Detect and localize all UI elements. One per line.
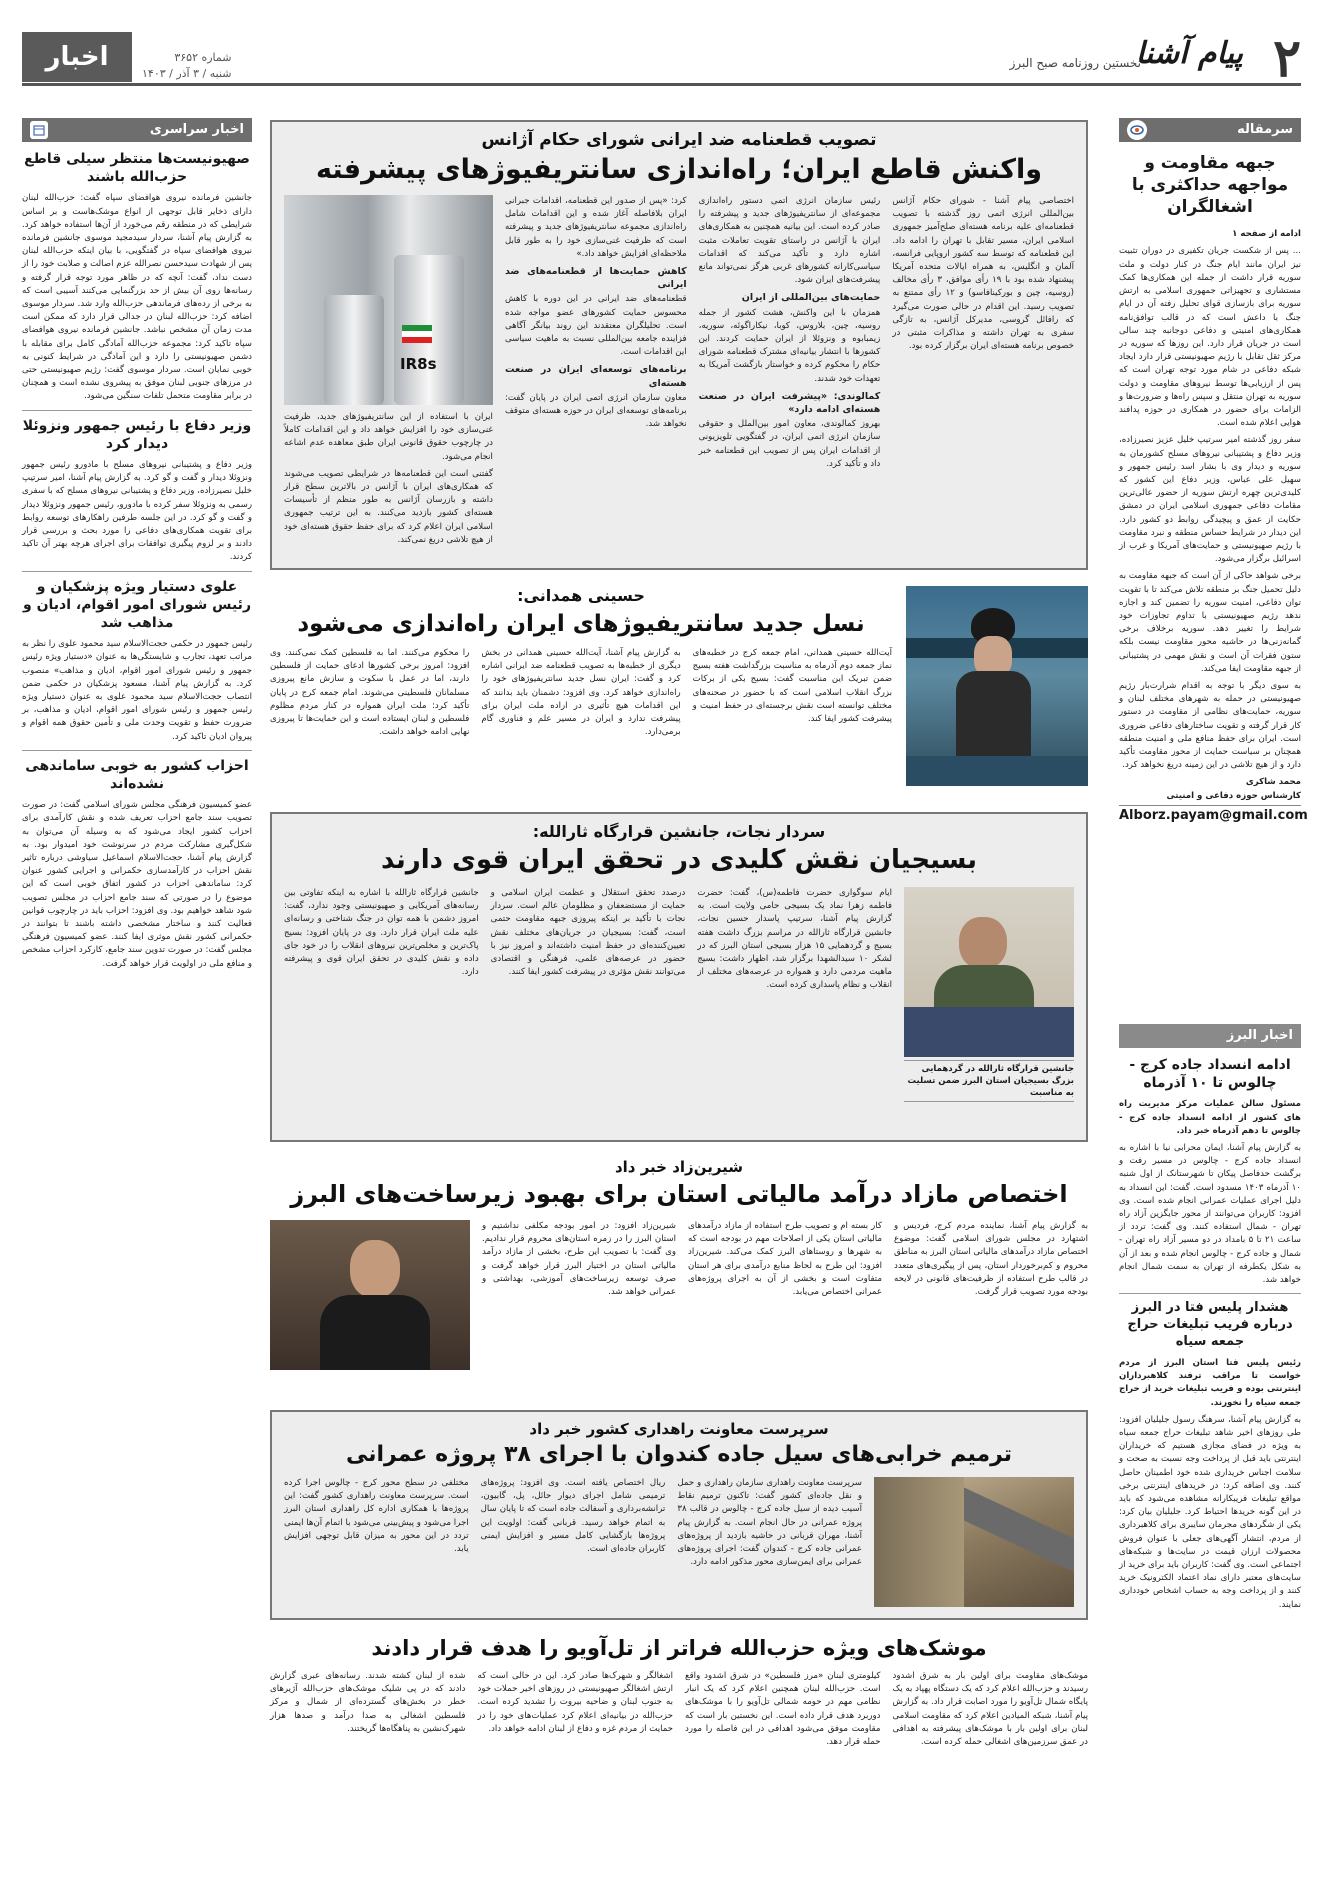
story-paragraph: همزمان با این واکنش، هشت کشور از جمله روسیه، چین، بلاروس، کوبا، نیکاراگوئه، سوریه، زیمبابوه و ونزوئلا از ایران حمایت کردند. این کشورها با انتشار بیانیه‌ای مشترک قطعنامه شورای حکام را محکوم کرده و خواستار بازگشت آمریکا به تعهدات خود شدند. bbox=[698, 307, 881, 384]
friday-prayer-story bbox=[270, 582, 1088, 800]
news-paragraph: عضو کمیسیون فرهنگی مجلس شورای اسلامی گفت: در صورت تصویب سند جامع احزاب تعریف شده و نقش کارآمدی برای احزاب کشور ایجاد می‌شود که به وسیله آن می‌توان به شکل‌گیری مشارکت مردم در سرنوشت خود امیدوار بود. به گزارش پیام آشنا، حجت‌الاسلام اسماعیل سیاوشی درباره تاثیر نقش احزاب در کارآمدسازی حکمرانی و اجرایی کشور عنوان کرد: ساماندهی احزاب در کشور اتفاق خوبی است که این موضوع را در صورتی که سند جامع احزاب در مجلس تصویب شود شاهد خواهیم بود. وی افزود: احزاب باید در چارچوب قوانین فعالیت کنند و ساختار مشخصی داشته باشند تا بتوانند در حکمرانی کشور نقش موثری ایفا کنند. عضو کمیسیون فرهنگی مجلس گفت: در صورت تدوین سند جامع، کارکرد احزاب مشخص و منافع ملی در اولویت قرار خواهد گرفت. bbox=[22, 800, 252, 969]
hezbollah-missile-story bbox=[270, 1628, 1088, 1866]
basij-story bbox=[270, 812, 1088, 1142]
story-kicker: تصویب قطعنامه ضد ایرانی شورای حکام آژانس bbox=[481, 130, 877, 150]
story-column: به گزارش پیام آشنا، آیت‌الله حسینی همدانی در بخش دیگری از خطبه‌ها به تصویب قطعنامه ضد ایرانی اشاره کرد و گفت: ایران نسل جدید سانتریفیوژهای خود را راه‌اندازی خواهد کرد. وی افزود: دشمنان باید بدانند که این اقدامات هیچ تأثیری در اراده ملت ایران برای پیشرفت ندارد و ایران در مسیر علم و فناوری گام برمی‌دارد. bbox=[481, 648, 681, 738]
issue-number: شماره ۳۶۵۲ bbox=[174, 51, 232, 64]
author-role: کارشناس حوزه دفاعی و امنیتی bbox=[1166, 790, 1301, 801]
story-column bbox=[505, 195, 687, 555]
news-body bbox=[1119, 1357, 1301, 1612]
story-column: آیت‌الله حسینی همدانی، امام جمعه کرج در خطبه‌های نماز جمعه دوم آذرماه به مناسبت بزرگداشت هفته بسیج ضمن تبریک این مناسبت گفت: بسیج یکی از برکات بزرگ انقلاب اسلامی است که با حضور در صحنه‌های مختلف توانسته است نقش برجسته‌ای در حفظ امنیت و پیشرفت کشور ایفا کند. bbox=[692, 648, 892, 725]
news-paragraph: به گزارش پیام آشنا، ایمان محرابی نیا با اشاره به انسداد جاده کرج - چالوس در مسیر رفت و برگشت حدفاصل پیکان تا شهرستانک از اول شنبه ۱۰ آذرماه ۱۴۰۳ مسدود است. گفت: این انسداد به دلیل اجرای عملیات عمرانی انجام شده است. وی افزود: کاربران می‌توانند از محور جایگزین آزاد راه تهران - شمال استفاده کنند. وی گفت: تردد از ساعت ۲۱ تا ۵ بامداد در دو مسیر آزاد راه تهران - شمال و جاده کرج - چالوس انجام شده و بعد از آن به شکل یکطرفه از تهران به سمت شمال انجام خواهد شد. bbox=[1119, 1142, 1301, 1286]
story-layout bbox=[270, 586, 1088, 796]
issue-date: شنبه / ۳ آذر / ۱۴۰۳ bbox=[142, 67, 232, 80]
story-column: سرپرست معاونت راهداری سازمان راهداری و حمل و نقل جاده‌ای کشور گفت: تاکنون ترمیم نقاط آسیب دیده از سیل جاده کرج - چالوس در قالب ۳۸ پروژه عمرانی در حال انجام است. به گزارش پیام آشنا، مهران قربانی در حاشیه بازدید از پروژه‌های عمرانی جاده کرج - کندوان گفت: اجرای پروژه‌های عمرانی برای ایمن‌سازی محور مذکور ادامه دارد. bbox=[677, 1478, 862, 1568]
story-subheading: برنامه‌های توسعه‌ای ایران در صنعت هسته‌ای bbox=[504, 364, 687, 389]
newspaper-tagline: نخستین روزنامه صبح البرز bbox=[1009, 56, 1141, 70]
divider bbox=[22, 750, 252, 751]
story-column: کار بسته ام و تصویب طرح استفاده از مازاد درآمدهای مالیاتی استان یکی از اصلاحات مهم در بودجه است که به شهرها و روستاهای البرز کمک می‌کند. شیرین‌زاد افزود: این طرح به لحاظ منابع درآمدی برای هر استان متفاوت است و بخشی از آن به اجرای پروژه‌های عمرانی اختصاص می‌یابد. bbox=[688, 1221, 882, 1298]
story-column: شیرین‌زاد افزود: در امور بودجه مکلفی نداشتیم و استان البرز را در زمره استان‌های محروم قرار ندادیم. وی گفت: با تصویب این طرح، بخشی از مازاد درآمد مالیاتی استان در اختیار البرز قرار خواهد گرفت و صرف توسعه زیرساخت‌های آموزشی، بهداشتی و عمرانی خواهد شد. bbox=[482, 1221, 676, 1298]
story-headline: ترمیم خرابی‌های سیل جاده کندوان با اجرای ۳۸ پروژه عمرانی bbox=[345, 1442, 1013, 1467]
story-headline: بسیجیان نقش کلیدی در تحقق ایران قوی دارند bbox=[381, 845, 977, 875]
centrifuge-photo bbox=[284, 195, 493, 405]
story-kicker: سرپرست معاونت راهداری کشور خبر داد bbox=[529, 1420, 829, 1438]
news-title: هشدار پلیس فتا در البرز درباره فریب تبلیغات حراج جمعه سیاه bbox=[1127, 1300, 1293, 1349]
story-paragraph: کرد: «پس از صدور این قطعنامه، اقدامات جبرانی ایران بلافاصله آغاز شده و این اقدامات شامل راه‌اندازی مجموعه سانتریفیوژهای جدید و پیشرفته است که ظرفیت غنی‌سازی خود را به طور قابل ملاحظه‌ای افزایش خواهد داد.» bbox=[504, 196, 687, 259]
editorial-body bbox=[1119, 228, 1301, 803]
story-columns bbox=[284, 887, 892, 1102]
alborz-news-bar: اخبار البرز bbox=[1119, 1024, 1301, 1048]
news-lead: مسئول سالن عملیات مرکز مدیریت راه های کشور از ادامه انسداد جاده کرج - چالوس تا دهم آذرماه خبر داد. bbox=[1119, 1099, 1301, 1136]
story-columns bbox=[270, 647, 892, 739]
story-paragraph: ایران با استفاده از این سانتریفیوژهای جدید، ظرفیت غنی‌سازی خود را افزایش خواهد داد و این اقدامات کاملاً در چارچوب حقوق قانونی ایران طبق معاهده عدم اشاعه انجام می‌شود. bbox=[284, 412, 493, 462]
story-layout bbox=[270, 1220, 1088, 1370]
story-headline: موشک‌های ویژه حزب‌الله فراتر از تل‌آویو را هدف قرار دادند bbox=[371, 1636, 987, 1660]
story-headline: اختصاص مازاد درآمد مالیاتی استان برای بهبود زیرساخت‌های البرز bbox=[290, 1180, 1068, 1208]
national-news-column bbox=[22, 118, 252, 971]
story-headline: واکنش قاطع ایران؛ راه‌اندازی سانتریفیوژهای پیشرفته bbox=[316, 154, 1042, 185]
alborz-news-column bbox=[1119, 1024, 1301, 1616]
national-news-bar-label: اخبار سراسری bbox=[149, 122, 244, 137]
story-column: اشغالگر و شهرک‌ها صادر کرد. این در حالی است که ارتش اشغالگر صهیونیستی در روزهای اخیر حملات خود به جنوب لبنان و ضاحیه بیروت را تشدید کرده است. حزب‌الله در بیانیه‌ای اعلام کرد عملیات‌های خود را در حمایت از مردم غزه و دفاع از لبنان ادامه خواهد داد. bbox=[477, 1671, 673, 1734]
editorial-continued: ادامه از صفحه ۱ bbox=[1232, 229, 1301, 240]
story-column: ریال اختصاص یافته است. وی افزود: پروژه‌های ترمیمی شامل اجرای دیوار حائل، پل، گابیون، ترانشه‌برداری و آسفالت جاده است که تا پایان سال به اتمام خواهد رسید. قربانی گفت: اولویت این پروژه‌ها بازگشایی کامل مسیر و افزایش ایمنی کاربران جاده‌ای است. bbox=[480, 1478, 666, 1555]
news-paragraph: جانشین فرمانده نیروی هوافضای سپاه گفت: حزب‌الله لبنان دارای ذخایر قابل توجهی از انواع موشک‌هاست و بر اساس شرایطی که در منطقه رقم می‌خورد از آن‌ها استفاده خواهد کرد. به گزارش پیام آشنا، سردار سیدمجید موسوی جانشین فرمانده نیروی هوافضای سپاه در گفتگویی، با بیان اینکه حزب‌الله لبنان پس از شهادت سیدحسن نصرالله عزم اصالت و صلابت خود را از دست نداد، گفت: آنچه که در ظاهر مورد توجه قرار گرفته و رسانه‌ها روی آن بیش از حد بزرگنمایی می‌کنند آسیبی است که به برخی از رده‌های فرماندهی حزب‌الله وارد شد. سردار موسوی اضافه کرد: حزب‌الله لبنان در جدالی قرار دارد که ممکن است مدت زمان آن مشخص نباشد. جانشین فرمانده نیروی هوافضای سپاه تاکید کرد: مجموعه حزب‌الله آمادگی کامل برای مقابله با دشمن صهیونیستی را دارد و این آمادگی در شرایط کنونی به خوبی نمایان است. سردار موسوی گفت: رژیم صهیونیستی حتی در مرزهای جنوبی لبنان موفق به پیشروی نشده است و همچنان در برابر مقاومت متحمل تلفات سنگین می‌شود. bbox=[22, 193, 252, 402]
eye-icon bbox=[1127, 120, 1147, 140]
story-columns bbox=[284, 1477, 862, 1607]
story-kicker: حسینی همدانی: bbox=[517, 586, 645, 605]
story-column: مختلفی در سطح محور کرج - چالوس اجرا کرده است. سرپرست معاونت راهداری کشور گفت: این پروژه‌ها با همکاری اداره کل راهداری استان البرز اجرا می‌شود و پیش‌بینی می‌شود با اتمام آن‌ها ایمنی تردد در این محور به میزان قابل توجهی افزایش یابد. bbox=[283, 1478, 469, 1555]
story-column: را محکوم می‌کنند. اما به فلسطین کمک نمی‌کنند. وی افزود: امروز برخی کشورها ادعای حمایت از فلسطین دارند، اما در عمل با سکوت و سازش مانع پیروزی مسلمانان فلسطینی می‌شوند. امام جمعه کرج در پایان تأکید کرد: ملت ایران همواره در کنار مردم مظلوم فلسطین و لبنان ایستاده است و این حمایت‌ها تا پیروزی نهایی ادامه خواهد داشت. bbox=[270, 648, 470, 738]
story-paragraph: ایام سوگواری حضرت فاطمه(س)، گفت: حضرت فاطمه زهرا نماد یک بسیجی حامی ولایت است. به گزارش پیام آشنا، سرتیپ پاسدار حسین نجات، جانشین قرارگاه ثارالله در مراسم بزرگ داشت هفته بسیج و گردهمایی ۱۵ هزار بسیجی استان البرز که در لشکر ۱۰ سیدالشهدا برگزار شد، اظهار داشت: بسیج ماهیت مردمی دارد و همواره در عرصه‌های مختلف از انقلاب و نظام پاسداری کرده است. bbox=[697, 888, 892, 991]
story-column: جانشین قرارگاه ثارالله با اشاره به اینکه تفاوتی بین رسانه‌های آمریکایی و صهیونیستی وجود ندارد، گفت: امروز دشمن با همه توان در جنگ شناختی و رسانه‌ای علیه ملت ایران قرار دارد. وی در پایان افزود: بسیج پاک‌ترین و مخلص‌ترین نیروهای انقلاب را در خود جای داده و نقش کلیدی در تحقق ایران قوی و پیشرفته دارد. bbox=[283, 888, 479, 978]
author-name: محمد شاکری bbox=[1245, 777, 1301, 788]
news-body bbox=[1119, 1098, 1301, 1287]
photo-label: IR8s bbox=[400, 355, 437, 373]
news-paragraph: وزیر دفاع و پشتیبانی نیروهای مسلح با مادورو رئیس جمهور ونزوئلا دیدار و گفت و گو کرد. به گزارش پیام آشنا، امیر سرتیپ خلیل نصیرزاده، وزیر دفاع و پشتیبانی نیروهای مسلح که با سفری رسمی به ونزوئلا سفر کرده با مادورو، رئیس جمهور ونزوئلا دیدار و گفت و گو کرد. در این جلسه طرفین راهکارهای توسعه روابط برای تقویت همکاری‌های دفاعی را مورد بحث و بررسی قرار دادند و بر لزوم پیگیری توافقات برای اجرای هرچه بهتر آن تاکید کردند. bbox=[22, 460, 252, 563]
story-layout bbox=[284, 1477, 1074, 1607]
news-title: وزیر دفاع با رئیس جمهور ونزوئلا دیدار کرد bbox=[22, 417, 252, 452]
news-title: علوی دستیار ویژه پزشکیان و رئیس شورای امور اقوام، ادیان و مذاهب شد bbox=[23, 578, 251, 631]
news-title: صهیونیست‌ها منتظر سیلی قاطع حزب‌الله باشند bbox=[24, 151, 250, 186]
story-kicker: شیرین‌زاد خبر داد bbox=[614, 1158, 744, 1176]
story-paragraph: بهروز کمالوندی، معاون امور بین‌الملل و حقوقی سازمان انرژی اتمی ایران، در گفتگویی تلویزیونی از اقدامات ایران پس از تصویب این قطعنامه خبر داد و تأکید کرد. bbox=[698, 419, 881, 469]
story-columns bbox=[482, 1220, 1088, 1370]
news-paragraph: به گزارش پیام آشنا، سرهنگ رسول جلیلیان افزود: طی روزهای اخیر شاهد تبلیغات حراج جمعه سیاه به ویژه در فضای مجازی هستیم که خریداران اینترنتی باید قبل از پرداخت وجه نسبت به صحت و سلامت اجناس خریداری شده خود اطمینان حاصل کنند. وی اضافه کرد: در خریدهای اینترنتی برخی مواقع تبلیغات فریبکارانه مشاهده می‌شود که باید در این گونه خریدها احتیاط کرد. جلیلیان بیان کرد: یکی از شگردهای مجرمان سایبری برای کلاهبرداری از مردم، انتشار آگهی‌های جعلی با عنوان فروش محصولات ارزان قیمت در سایت‌ها و شبکه‌های اجتماعی است. وی گفت: کاربران باید برای خرید از سایت‌های معتبر دارای نماد اعتماد الکترونیک خرید کنند و از پرداخت وجه به حساب اشخاص خودداری نمایند. bbox=[1119, 1414, 1301, 1610]
story-column bbox=[697, 887, 892, 1102]
news-paragraph: رئیس جمهور در حکمی حجت‌الاسلام سید محمود علوی را نظر به مراتب تعهد، تجارب و شایستگی‌ها به عنوان «دستیار ویژه رئیس جمهور و رئیس شورای امور اقوام، ادیان و مذاهب» منصوب کرد. به گزارش پیام آشنا، مسعود پزشکیان در حکمی ضمن انتصاب حجت‌الاسلام سید محمود علوی به عنوان دستیار ویژه رئیس جمهور و رئیس شورای امور اقوام، ادیان و مذاهب، بر ضرورت حفظ و تقویت وحدت ملی و تأمین حقوق همه اقوام و پیروان ادیان تاکید کرد. bbox=[22, 639, 252, 742]
page-header bbox=[22, 28, 1301, 89]
story-column: درصدد تحقق استقلال و عظمت ایران اسلامی و حمایت از مستضعفان و مظلومان عالم است. سردار نجات با تأکید بر اینکه پیروزی جبهه مقاومت حتمی است، گفت: بسیجیان در جریان‌های مختلف نقش تعیین‌کننده‌ای در حفظ امنیت داشته‌اند و امروز نیز با حضور در عرصه‌های علمی، فرهنگی و اقتصادی می‌توانند نقش مؤثری در پیشرفت کشور ایفا کنند. bbox=[490, 888, 686, 978]
commander-photo bbox=[904, 887, 1074, 1057]
story-column: شده از لبنان کشته شدند. رسانه‌های عبری گزارش دادند که در پی شلیک موشک‌های حزب‌الله آژیرهای خطر در بخش‌های گسترده‌ای از شمال و مرکز فلسطین اشغالی به صدا درآمد و صدها هزار شهرک‌نشین به پناهگاه‌ها گریختند. bbox=[270, 1671, 466, 1734]
story-headline: نسل جدید سانتریفیوژهای ایران راه‌اندازی می‌شود bbox=[297, 611, 865, 637]
road-repair-story bbox=[270, 1410, 1088, 1620]
contact-email[interactable]: Alborz.payam@gmail.com bbox=[1119, 805, 1301, 823]
editorial-bar bbox=[1119, 118, 1301, 142]
national-news-bar bbox=[22, 118, 252, 142]
news-title: ادامه انسداد جاده کرج - چالوس تا ۱۰ آذرماه bbox=[1129, 1057, 1291, 1092]
story-subheading: حمایت‌های بین‌المللی از ایران bbox=[741, 292, 881, 304]
story-columns bbox=[270, 1670, 1088, 1749]
story-paragraph: معاون سازمان انرژی اتمی ایران در پایان گفت: برنامه‌های توسعه‌ای ایران در حوزه هسته‌ای متوقف نخواهد شد. bbox=[504, 392, 687, 430]
newspaper-logo: پیام آشنا bbox=[1135, 36, 1243, 71]
tax-revenue-story bbox=[270, 1154, 1088, 1404]
divider bbox=[22, 571, 252, 572]
editorial-paragraph: سفر روز گذشته امیر سرتیپ خلیل عزیز نصیرزاده، وزیر دفاع و پشتیبانی نیروهای مسلح کشورمان به سوریه و دیدار وی با بشار اسد رئیس جمهور و سهیل علی عباس، وزیر دفاع این کشور که کلیدی‌ترین چهره ارتش سوریه از حضور عالی‌ترین مقامات دفاعی جمهوری اسلامی ایران در دمشق حکایت از عمق و پیچیدگی روابط دو کشور دارد. این دیدار در شرایط حساس منطقه و نبرد مقاومت با رژیم صهیونیستی و حمایت‌های آمریکا و غرب از اسرائیل برگزار می‌شود. bbox=[1119, 435, 1301, 565]
lead-story bbox=[270, 120, 1088, 570]
story-paragraph: رئیس سازمان انرژی اتمی دستور راه‌اندازی مجموعه‌ای از سانتریفیوژهای جدید و پیشرفته را صادر کرده است. این بیانیه همچنین به همکاری‌های ایران با آژانس در راستای تقویت تعاملات مثبت اشاره دارد و تأکید می‌کند که اقدامات سیاسی‌کارانه کشورهای غربی هرگز نمی‌تواند مانع پیشرفت‌های ایران شود. bbox=[698, 196, 881, 286]
editorial-title: جبهه مقاومت و مواجهه حداکثری با اشغالگران bbox=[1131, 153, 1289, 218]
editorial-paragraph: برخی شواهد حاکی از آن است که جبهه مقاومت به دلیل تحمیل جنگ بر منطقه تلاش می‌کند تا با تقویت توان دفاعی، امنیت سوریه را تضمین کند و اجازه ندهد رژیم صهیونیستی با تداوم تجاوزات خود شرایط را تغییر دهد. سوریه برخلاف برخی گمانه‌زنی‌ها در حاشیه محور مقاومت نیست بلکه ستون فقرات آن است و نقش مهمی در پشتیبانی از جبهه مقاومت ایفا می‌کند. bbox=[1119, 571, 1301, 674]
section-label: اخبار bbox=[22, 32, 132, 82]
story-column: اختصاصی پیام آشنا - شورای حکام آژانس بین‌المللی انرژی اتمی روز گذشته با تصویب قطعنامه‌ای علیه برنامه هسته‌ای صلح‌آمیز جمهوری اسلامی ایران، مسیر تقابل با تهران را ادامه داد. این قطعنامه که توسط سه کشور اروپایی فرانسه، آلمان و انگلیس، به همراه ایالات متحده آمریکا پیشنهاد شده بود با ۱۹ رأی موافق، ۳ رأی مخالف (روسیه، چین و بورکینافاسو) و ۱۲ رأی ممتنع به تصویب رسید. این اقدام در حالی صورت می‌گیرد که رافائل گروسی، مدیرکل آژانس، به تازگی سفری به تهران داشته و مذاکرات مثبتی در خصوص برنامه هسته‌ای ایران برگزار کرده بود. bbox=[892, 196, 1074, 352]
story-photo-column bbox=[284, 195, 493, 555]
editorial-bar-label: سرمقاله bbox=[1237, 122, 1293, 137]
cleric-photo bbox=[906, 586, 1088, 786]
issue-info bbox=[142, 50, 231, 82]
story-column: موشک‌های مقاومت برای اولین بار به شرق اشدود رسیدند و حزب‌الله اعلام کرد که یک دستگاه پهپاد به یک پایگاه شمال تل‌آویو را مورد اصابت قرار داد. به گزارش پیام آشنا، شبکه المیادین اعلام کرد که مقاومت اسلامی لبنان برای اولین بار با موشک‌های پیشرفته به اهدافی در عمق سرزمین‌های اشغالی حمله کرده است. bbox=[892, 1671, 1088, 1748]
story-kicker: سردار نجات، جانشین قرارگاه ثارالله: bbox=[532, 822, 826, 841]
page-number: ۲ bbox=[1273, 28, 1301, 89]
story-column bbox=[699, 195, 881, 555]
story-columns bbox=[284, 195, 1074, 555]
story-content bbox=[270, 586, 892, 796]
story-photo-block bbox=[904, 887, 1074, 1102]
road-photo bbox=[874, 1477, 1074, 1607]
story-paragraph: قطعنامه‌های ضد ایرانی در این دوره با کاهش محسوس حمایت کشورهای عضو مواجه شده است. تحلیلگران معتقدند این روند بیانگر آگاهی فزاینده جامعه بین‌المللی نسبت به ماهیت سیاسی این اقدامات است. bbox=[504, 294, 687, 358]
photo-caption: جانشین قرارگاه ثارالله در گردهمایی بزرگ بسیجیان استان البرز ضمن تسلیت به مناسبت bbox=[904, 1060, 1074, 1102]
editorial-paragraph: به سوی دیگر با توجه به اقدام شرارت‌بار رژیم صهیونیستی در حمله به شهرهای مختلف لبنان و سوریه، حمایت‌های نظامی از مقاومت در دستور کار قرار گرفته و تقویت ساختارهای دفاعی ضروری است. ایران برای حفظ منافع ملی و امنیت منطقه همچنان بر سیاست حمایت از محور مقاومت تأکید دارد و از هیچ تلاشی در این زمینه دریغ نخواهد کرد. bbox=[1119, 680, 1301, 771]
story-column bbox=[284, 411, 493, 547]
mp-photo bbox=[270, 1220, 470, 1370]
calendar-icon bbox=[30, 121, 48, 139]
story-layout bbox=[284, 887, 1074, 1102]
story-paragraph: گفتنی است این قطعنامه‌ها در شرایطی تصویب می‌شوند که همکاری‌های ایران با آژانس در بالاترین سطح قرار داشته و بازرسان آژانس به طور منظم از تأسیسات هسته‌ای کشور بازدید می‌کنند. به این ترتیب جمهوری اسلامی ایران اعلام کرد که برای حفظ حقوق هسته‌ای خود از هیچ تلاشی دریغ نمی‌کند. bbox=[284, 468, 493, 545]
news-title: احزاب کشور به خوبی ساماندهی نشده‌اند bbox=[25, 757, 249, 792]
story-column: کیلومتری لبنان «مرز فلسطین» در شرق اشدود واقع است. حزب‌الله لبنان همچنین اعلام کرد که یک انبار نظامی مهم در حومه شمالی تل‌آویو را با موشک‌های دوربرد هدف قرار داده است. این نخستین بار است که مقاومت موفق می‌شود اهدافی در این فاصله را مورد حمله قرار دهد. bbox=[685, 1671, 881, 1748]
divider bbox=[1119, 1293, 1301, 1294]
news-lead: رئیس پلیس فتا استان البرز از مردم خواست تا مراقب ترفند کلاهبرداران اینترنتی بوده و فریب تبلیغات خرید از حراج جمعه سیاه را نخورند. bbox=[1119, 1357, 1301, 1408]
story-subheading: کمالوندی: «پیشرفت ایران در صنعت هسته‌ای ادامه دارد» bbox=[698, 390, 881, 416]
story-column: به گزارش پیام آشنا، نماینده مردم کرج، فردیس و اشتهارد در مجلس شورای اسلامی گفت: موضوع اختصاص مازاد درآمدهای مالیاتی استان البرز به مناطق محروم و کم‌برخوردار استان، پس از پیگیری‌های متعدد در قالب طرح استفاده از ظرفیت‌های قانونی در لایحه بودجه مورد تصویب قرار گرفت. bbox=[894, 1221, 1088, 1298]
editorial-paragraph: ... پس از شکست جریان تکفیری در دوران تثبیت نیز ایران مانند ایام جنگ در کنار دولت و ملت سوریه قرار داشت از جمله این همکاری‌ها کمک مستشاری و تجهیزاتی جمهوری اسلامی به ارتش سوریه برای بازسازی قوای تحلیل رفته آن در ایام جنگ با داعش است که در قالب توافق‌نامه همکاری‌های امنیتی و دفاعی دوجانبه چند سالی است در جریان قرار دارد. این روزها که سوریه در مرکز ثقل تقابل با رژیم صهیونیستی قرار دارد ایجاد شبکه دفاعی در شام مورد توجه تهران است که پس از ارزیابی‌ها توسط نیروهای مقاومت و دولت سوریه به تهران منتقل و سپس راه‌ها و ضرورت‌ها و الزامات برای حضور در همکاری در حوزه پدافند هوایی اعلام شده است. bbox=[1119, 246, 1301, 429]
editorial-column bbox=[1119, 118, 1308, 823]
divider bbox=[22, 410, 252, 411]
story-subheading: کاهش حمایت‌ها از قطعنامه‌های ضد ایرانی bbox=[504, 266, 687, 291]
